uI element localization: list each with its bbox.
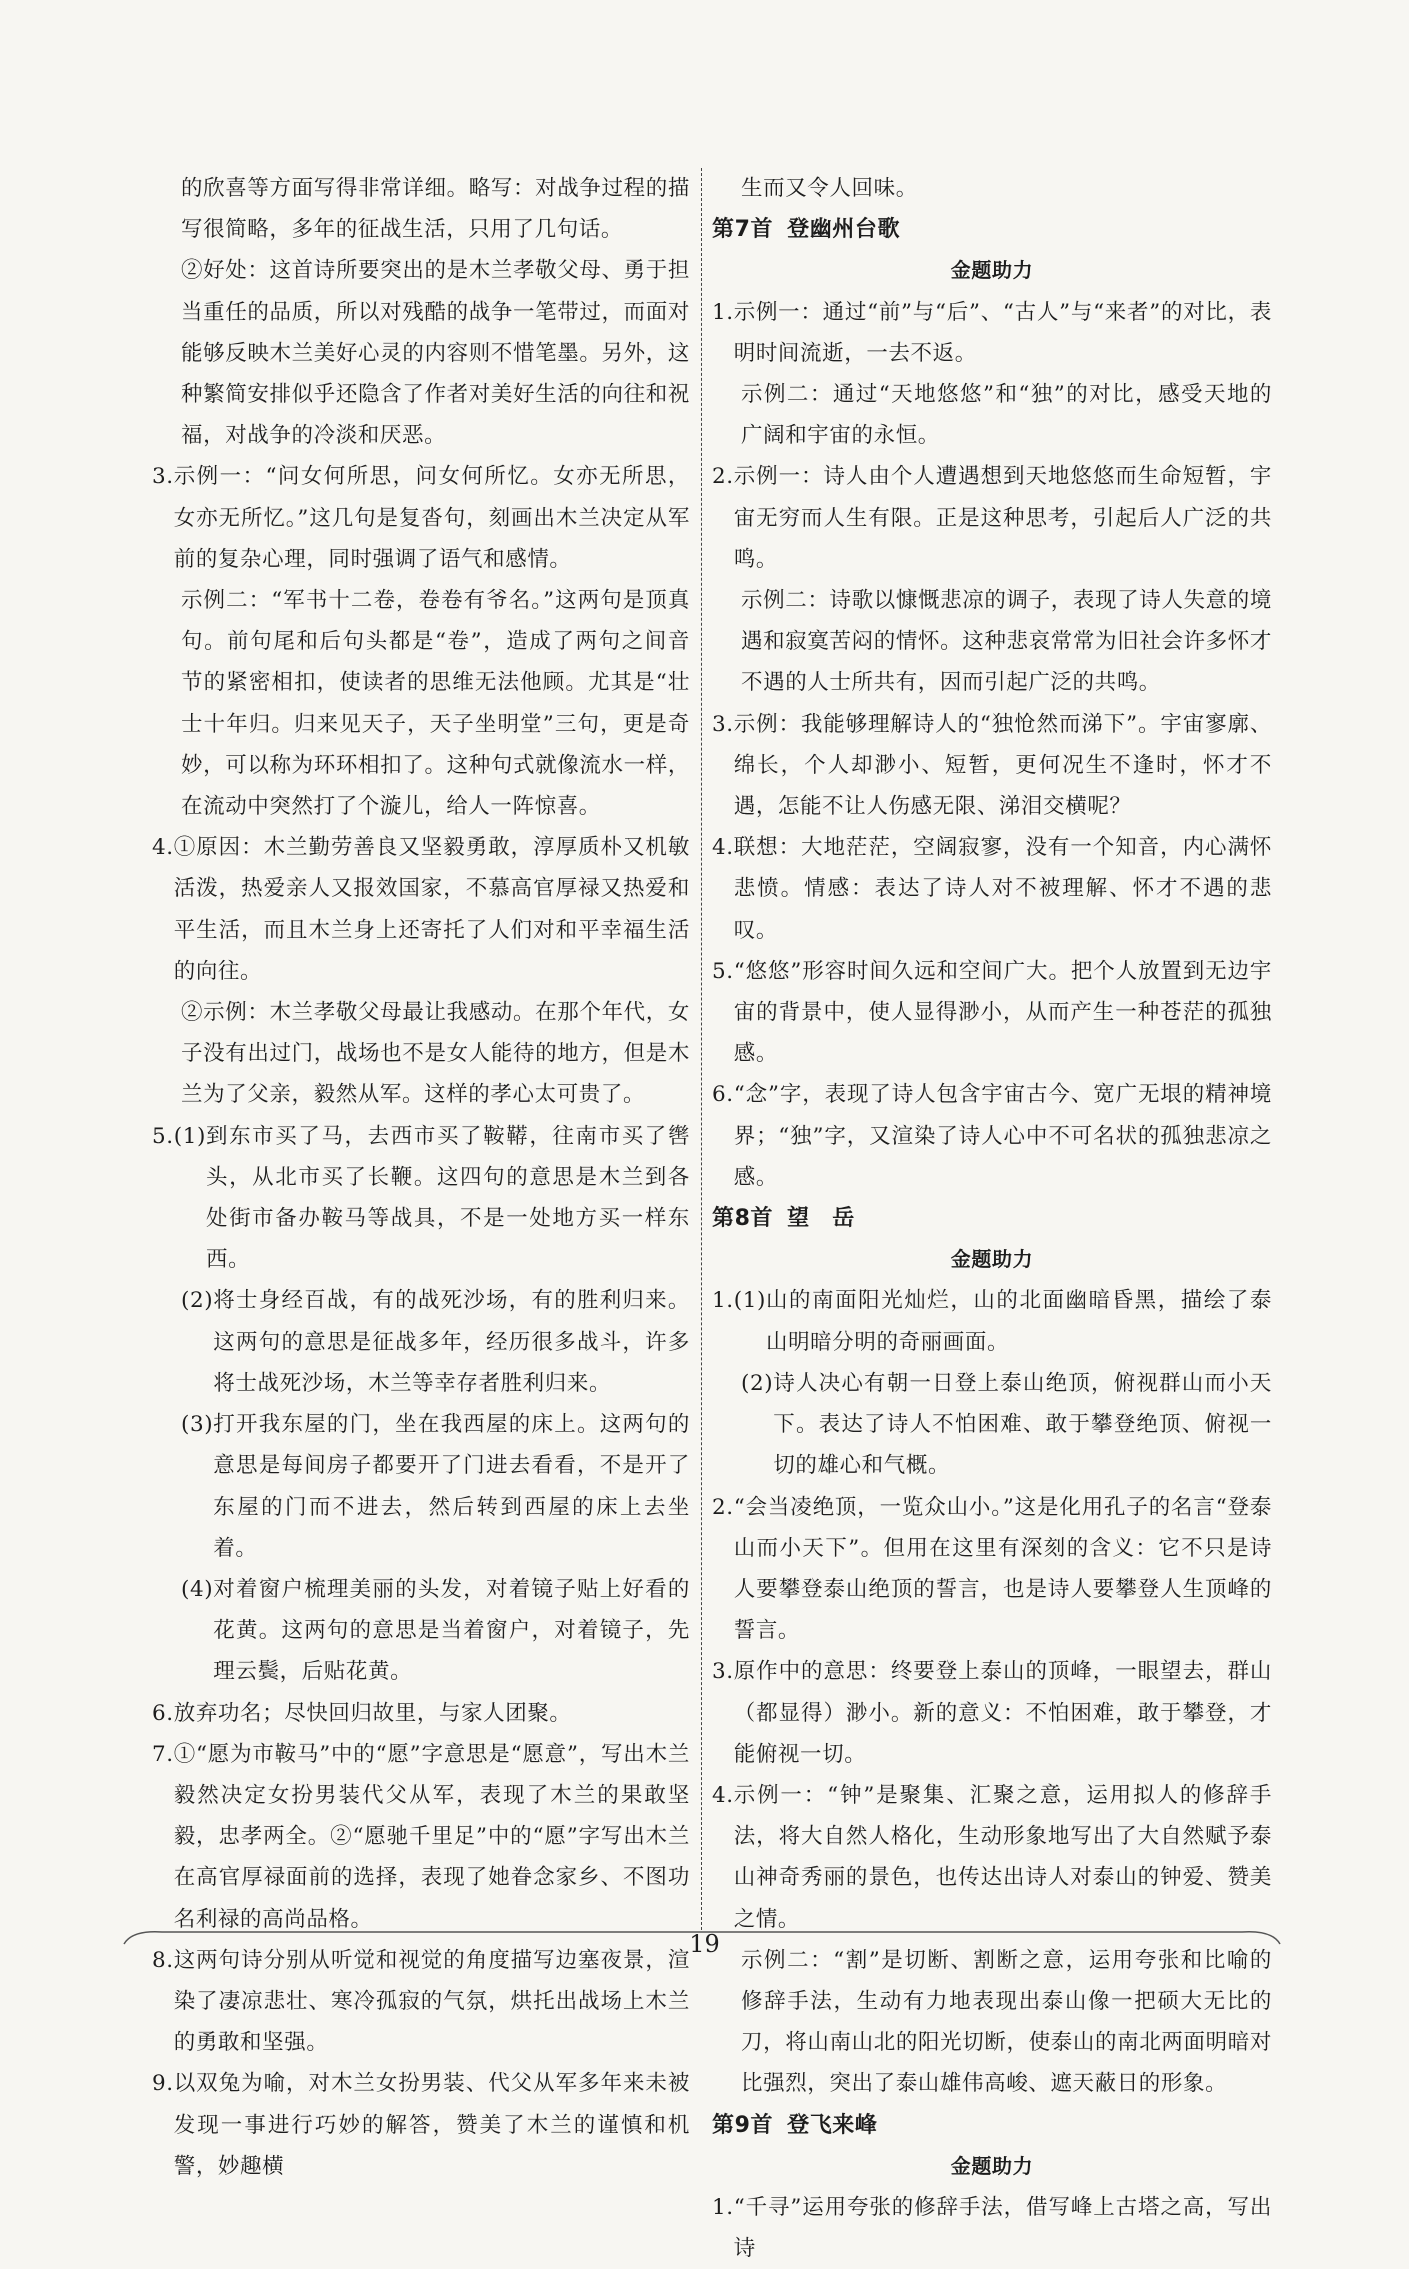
answer-item bbox=[712, 1651, 1272, 1775]
section-number: 第8首 bbox=[712, 1206, 774, 1232]
answer-item bbox=[152, 827, 690, 992]
sub-text: 对着窗户梳理美丽的头发，对着镜子贴上好看的花黄。这两句的意思是当着窗户，对着镜子，先理云鬓，后贴花黄。 bbox=[213, 1576, 690, 1685]
sub-number: (3) bbox=[181, 1412, 214, 1438]
section-number: 第9首 bbox=[712, 2112, 774, 2138]
item-number: 2. bbox=[712, 1494, 734, 1520]
item-text: ①“愿为市鞍马”中的“愿”字意思是“愿意”，写出木兰毅然决定女扮男装代父从军，表现了木兰的果敢坚毅，忠孝两全。②“愿驰千里足”中的“愿”字写出木兰在高官厚禄面前的选择，表现了她眷念家乡、不图功名利禄的高尚品格。 bbox=[173, 1741, 690, 1932]
answer-item bbox=[152, 1734, 690, 1940]
sub-number: (1) bbox=[733, 1288, 766, 1314]
answer-item bbox=[712, 456, 1272, 580]
section-subheading: 金题助力 bbox=[950, 1247, 1034, 1272]
answer-item bbox=[712, 1074, 1272, 1198]
sub-text: 山的南面阳光灿烂，山的北面幽暗昏黑，描绘了泰山明暗分明的奇丽画面。 bbox=[765, 1288, 1272, 1355]
item-number: 1. bbox=[712, 299, 734, 325]
answer-item bbox=[152, 1940, 690, 2064]
item-number: 6. bbox=[152, 1700, 174, 1726]
section-title: 登幽州台歌 bbox=[787, 217, 901, 243]
sub-item bbox=[712, 1363, 1272, 1487]
item-number: 5. bbox=[712, 958, 734, 984]
sub-number: (4) bbox=[181, 1576, 214, 1602]
answer-item bbox=[712, 827, 1272, 951]
item-text: 示例一：通过“前”与“后”、“古人”与“来者”的对比，表明时间流逝，一去不返。 bbox=[733, 299, 1272, 366]
item-number: 4. bbox=[152, 835, 174, 861]
section-title: 登飞来峰 bbox=[787, 2112, 878, 2138]
item-number: 3. bbox=[712, 1659, 734, 1685]
item-number: 4. bbox=[712, 835, 734, 861]
section-heading bbox=[712, 1198, 1272, 1239]
answer-item bbox=[712, 1487, 1272, 1652]
item-number: 5. bbox=[152, 1123, 174, 1149]
sub-text: 诗人决心有朝一日登上泰山绝顶，俯视群山而小天下。表达了诗人不怕困难、敢于攀登绝顶、俯视一切的雄心和气概。 bbox=[773, 1370, 1272, 1479]
item-continuation: ②示例：木兰孝敬父母最让我感动。在那个年代，女子没有出过门，战场也不是女人能待的地方，但是木兰为了父亲，毅然从军。这样的孝心太可贵了。 bbox=[181, 1000, 690, 1108]
item-text: “念”字，表现了诗人包含宇宙古今、宽广无垠的精神境界；“独”字，又渲染了诗人心中不可名状的孤独悲凉之感。 bbox=[733, 1082, 1272, 1190]
item-number: 3. bbox=[712, 711, 734, 737]
item-number: 4. bbox=[712, 1782, 734, 1808]
answer-item bbox=[712, 292, 1272, 374]
sub-item bbox=[152, 1280, 690, 1404]
answer-item bbox=[712, 1280, 1272, 1362]
sub-text: 将士身经百战，有的战死沙场，有的胜利归来。这两句的意思是征战多年，经历很多战斗，许多将士战死沙场，木兰等幸存者胜利归来。 bbox=[213, 1288, 690, 1396]
sub-number: (2) bbox=[741, 1370, 774, 1396]
sub-number: (1) bbox=[173, 1123, 206, 1149]
item-number: 6. bbox=[712, 1082, 734, 1108]
item-continuation: 示例二：诗歌以慷慨悲凉的调子，表现了诗人失意的境遇和寂寞苦闷的情怀。这种悲哀常常为旧社会许多怀才不遇的人士所共有，因而引起广泛的共鸣。 bbox=[741, 588, 1272, 696]
answer-item bbox=[712, 2187, 1272, 2269]
item-text: 示例一：“钟”是聚集、汇聚之意，运用拟人的修辞手法，将大自然人格化，生动形象地写出了大自然赋予泰山神奇秀丽的景色，也传达出诗人对泰山的钟爱、赞美之情。 bbox=[733, 1782, 1272, 1932]
item-text: 示例一：“问女何所思，问女何所忆。女亦无所思，女亦无所忆。”这几句是复沓句，刻画出木兰决定从军前的复杂心理，同时强调了语气和感情。 bbox=[173, 464, 690, 572]
section-heading bbox=[712, 2105, 1272, 2146]
item-number: 2. bbox=[712, 464, 734, 490]
answer-item bbox=[712, 704, 1272, 828]
item-continuation: 示例二：“军书十二卷，卷卷有爷名。”这两句是顶真句。前句尾和后句头都是“卷”，造成了两句之间音节的紧密相扣，使读者的思维无法他顾。尤其是“壮士十年归。归来见天子，天子坐明堂”三句，更是奇妙，可以称为环环相扣了。这种句式就像流水一样，在流动中突然打了个漩儿，给人一阵惊喜。 bbox=[181, 588, 690, 820]
item-text: 示例：我能够理解诗人的“独怆然而涕下”。宇宙寥廓、绵长，个人却渺小、短暂，更何况生不逢时，怀才不遇，怎能不让人伤感无限、涕泪交横呢？ bbox=[733, 711, 1272, 820]
sub-item bbox=[152, 1569, 690, 1693]
item-text: 以双兔为喻，对木兰女扮男装、代父从军多年来未被发现一事进行巧妙的解答，赞美了木兰的谨慎和机警，妙趣横 bbox=[173, 2071, 690, 2179]
item-text: 这两句诗分别从听觉和视觉的角度描写边塞夜景，渲染了凄凉悲壮、寒冷孤寂的气氛，烘托出战场上木兰的勇敢和坚强。 bbox=[173, 1947, 690, 2056]
item-continuation: 示例二：“割”是切断、割断之意，运用夸张和比喻的修辞手法，生动有力地表现出泰山像一把硕大无比的刀，将山南山北的阳光切断，使泰山的南北两面明暗对比强烈，突出了泰山雄伟高峻、遮天蔽日的形象。 bbox=[741, 1947, 1272, 2097]
paragraph: ②好处：这首诗所要突出的是木兰孝敬父母、勇于担当重任的品质，所以对残酷的战争一笔带过，而面对能够反映木兰美好心灵的内容则不惜笔墨。另外，这种繁简安排似乎还隐含了作者对美好生活的向往和祝福，对战争的冷淡和厌恶。 bbox=[181, 258, 690, 449]
answer-item bbox=[152, 456, 690, 580]
section-subheading: 金题助力 bbox=[950, 2153, 1034, 2178]
item-text: “会当凌绝顶，一览众山小。”这是化用孔子的名言“登泰山而小天下”。但用在这里有深刻的含义：它不只是诗人要攀登泰山绝顶的誓言，也是诗人要攀登人生顶峰的誓言。 bbox=[733, 1494, 1272, 1644]
item-text: 联想：大地茫茫，空阔寂寥，没有一个知音，内心满怀悲愤。情感：表达了诗人对不被理解、怀才不遇的悲叹。 bbox=[733, 835, 1272, 943]
item-continuation: 示例二：通过“天地悠悠”和“独”的对比，感受天地的广阔和宇宙的永恒。 bbox=[741, 382, 1272, 449]
section-heading bbox=[712, 209, 1272, 250]
item-text: 放弃功名；尽快回归故里，与家人团聚。 bbox=[173, 1700, 572, 1726]
item-text: “悠悠”形容时间久远和空间广大。把个人放置到无边宇宙的背景中，使人显得渺小，从而产生一种苍茫的孤独感。 bbox=[733, 958, 1272, 1067]
answer-item bbox=[712, 1775, 1272, 1940]
column-divider bbox=[701, 168, 702, 1930]
paragraph: 的欣喜等方面写得非常详细。略写：对战争过程的描写很简略，多年的征战生活，只用了几句话。 bbox=[181, 176, 690, 243]
section-subheading: 金题助力 bbox=[950, 258, 1034, 283]
item-text: “千寻”运用夸张的修辞手法，借写峰上古塔之高，写出诗 bbox=[733, 2194, 1272, 2262]
sub-number: (2) bbox=[181, 1288, 214, 1314]
paragraph: 生而又令人回味。 bbox=[741, 176, 918, 201]
answer-item bbox=[152, 2063, 690, 2187]
item-number: 9. bbox=[152, 2071, 174, 2097]
left-column bbox=[152, 168, 690, 2187]
item-text: 示例一：诗人由个人遭遇想到天地悠悠而生命短暂，宇宙无穷而人生有限。正是这种思考，引起后人广泛的共鸣。 bbox=[733, 464, 1272, 572]
sub-text: 到东市买了马，去西市买了鞍鞯，往南市买了辔头，从北市买了长鞭。这四句的意思是木兰到各处街市备办鞍马等战具，不是一处地方买一样东西。 bbox=[205, 1123, 690, 1273]
sub-item bbox=[152, 1404, 690, 1569]
item-text: 原作中的意思：终要登上泰山的顶峰，一眼望去，群山（都显得）渺小。新的意义：不怕困难，敢于攀登，才能俯视一切。 bbox=[733, 1659, 1272, 1767]
sub-text: 打开我东屋的门，坐在我西屋的床上。这两句的意思是每间房子都要开了门进去看看，不是开了东屋的门而不进去，然后转到西屋的床上去坐着。 bbox=[213, 1412, 690, 1561]
answer-item bbox=[152, 1116, 690, 1281]
section-number: 第7首 bbox=[712, 217, 774, 243]
item-text: ①原因：木兰勤劳善良又坚毅勇敢，淳厚质朴又机敏活泼，热爱亲人又报效国家，不慕高官厚禄又热爱和平生活，而且木兰身上还寄托了人们对和平幸福生活的向往。 bbox=[173, 835, 690, 984]
item-number: 8. bbox=[152, 1947, 174, 1973]
item-number: 3. bbox=[152, 464, 174, 490]
item-number: 1. bbox=[712, 2194, 734, 2220]
section-title: 望 岳 bbox=[787, 1206, 855, 1232]
item-number: 1. bbox=[712, 1288, 734, 1314]
answer-item bbox=[152, 1693, 690, 1734]
page-number: 19 bbox=[689, 1930, 720, 1958]
answer-item bbox=[712, 951, 1272, 1075]
item-number: 7. bbox=[152, 1741, 174, 1767]
